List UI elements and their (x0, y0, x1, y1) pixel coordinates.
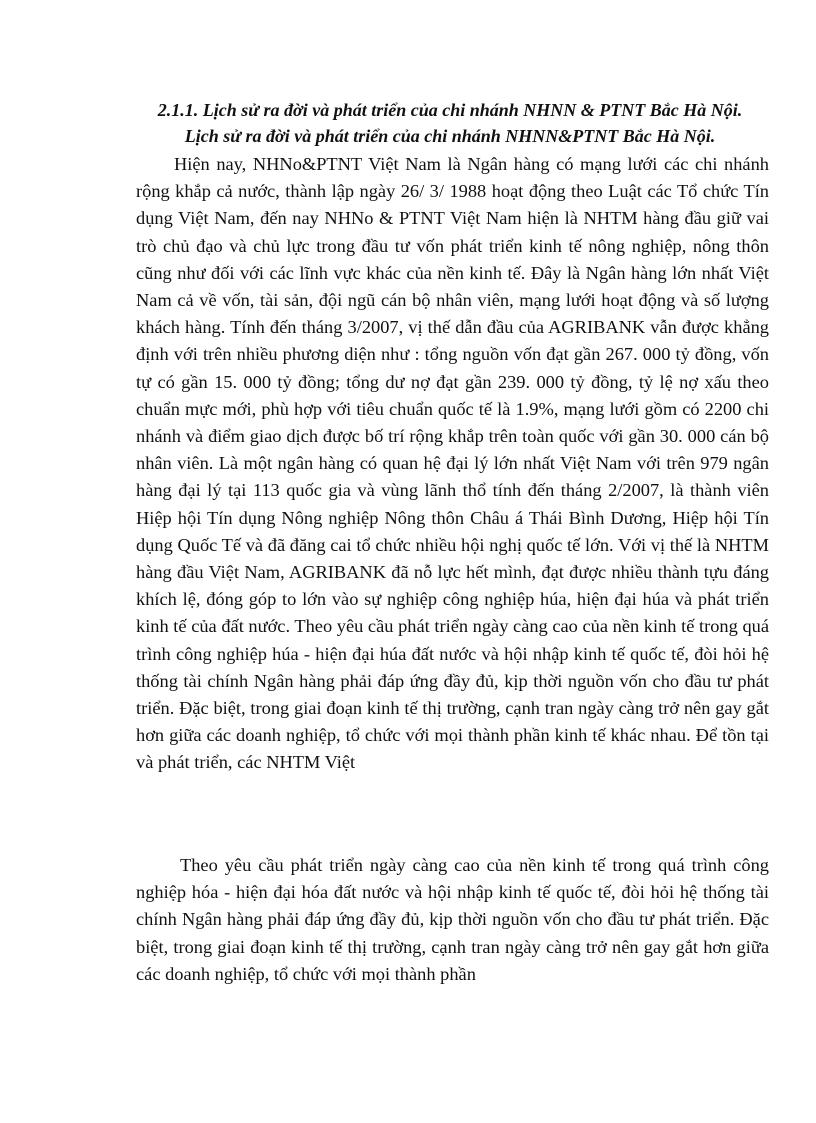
section-heading: 2.1.1. Lịch sử ra đời và phát triển của chi nhánh NHNN & PTNT Bắc Hà Nội. (157, 100, 743, 120)
body-paragraph-1: Hiện nay, NHNo&PTNT Việt Nam là Ngân hàng có mạng lưới các chi nhánh rộng khắp cả nước, thành lập ngày 26/ 3/ 1988 hoạt động theo Luật các Tổ chức Tín dụng Việt Nam, đến nay NHNo & PTNT Việt Nam hiện là NHTM hàng đầu giữ vai trò chủ đạo và chủ lực trong đầu tư vốn phát triển kinh tế nông nghiệp, nông thôn cũng như đối với các lĩnh vực khác của nền kinh tế. Đây là Ngân hàng lớn nhất Việt Nam cả về vốn, tài sản, đội ngũ cán bộ nhân viên, mạng lưới hoạt động và số lượng khách hàng. Tính đến tháng 3/2007, vị thế dẫn đầu của AGRIBANK vẫn được khẳng định với trên nhiều phương diện như : tổng nguồn vốn đạt gần 267. 000 tỷ đồng, vốn tự có gần 15. 000 tỷ đồng; tổng dư nợ đạt gần 239. 000 tỷ đồng, tỷ lệ nợ xấu theo chuẩn mực mới, phù hợp với tiêu chuẩn quốc tế là 1.9%, mạng lưới gồm có 2200 chi nhánh và điểm giao dịch được bố trí rộng khắp trên toàn quốc với gần 30. 000 cán bộ nhân viên. Là một ngân hàng có quan hệ đại lý lớn nhất Việt Nam với trên 979 ngân hàng đại lý tại 113 quốc gia và vùng lãnh thổ tính đến tháng 2/2007, là thành viên Hiệp hội Tín dụng Nông nghiệp Nông thôn Châu á Thái Bình Dương, Hiệp hội Tín dụng Quốc Tế và đã đăng cai tổ chức nhiều hội nghị quốc tế lớn. Với vị thế là NHTM hàng đầu Việt Nam, AGRIBANK đã nỗ lực hết mình, đạt được nhiều thành tựu đáng khích lệ, đóng góp to lớn vào sự nghiệp công nghiệp húa, hiện đại húa và phát triển kinh tế của đất nước. Theo yêu cầu phát triển ngày càng cao của nền kinh tế trong quá trình công nghiệp húa - hiện đại húa đất nước và hội nhập kinh tế quốc tế, đòi hỏi hệ thống tài chính Ngân hàng phải đáp ứng đầy đủ, kịp thời nguồn vốn cho đầu tư phát triển. Đặc biệt, trong giai đoạn kinh tế thị trường, cạnh tran ngày càng trở nên gay gắt hơn giữa các doanh nghiệp, tổ chức với mọi thành phần kinh tế khác nhau. Để tồn tại và phát triển, các NHTM Việt (136, 154, 769, 773)
body-paragraph-2: Theo yêu cầu phát triển ngày càng cao của nền kinh tế trong quá trình công nghiệp hóa - hiện đại hóa đất nước và hội nhập kinh tế quốc tế, đòi hỏi hệ thống tài chính Ngân hàng phải đáp ứng đầy đủ, kịp thời nguồn vốn cho đầu tư phát triển. Đặc biệt, trong giai đoạn kinh tế thị trường, cạnh tran ngày càng trở nên gay gắt hơn giữa các doanh nghiệp, tổ chức với mọi thành phần (136, 855, 769, 984)
section-subheading: Lịch sử ra đời và phát triển của chi nhánh NHNN&PTNT Bắc Hà Nội. (184, 126, 716, 146)
